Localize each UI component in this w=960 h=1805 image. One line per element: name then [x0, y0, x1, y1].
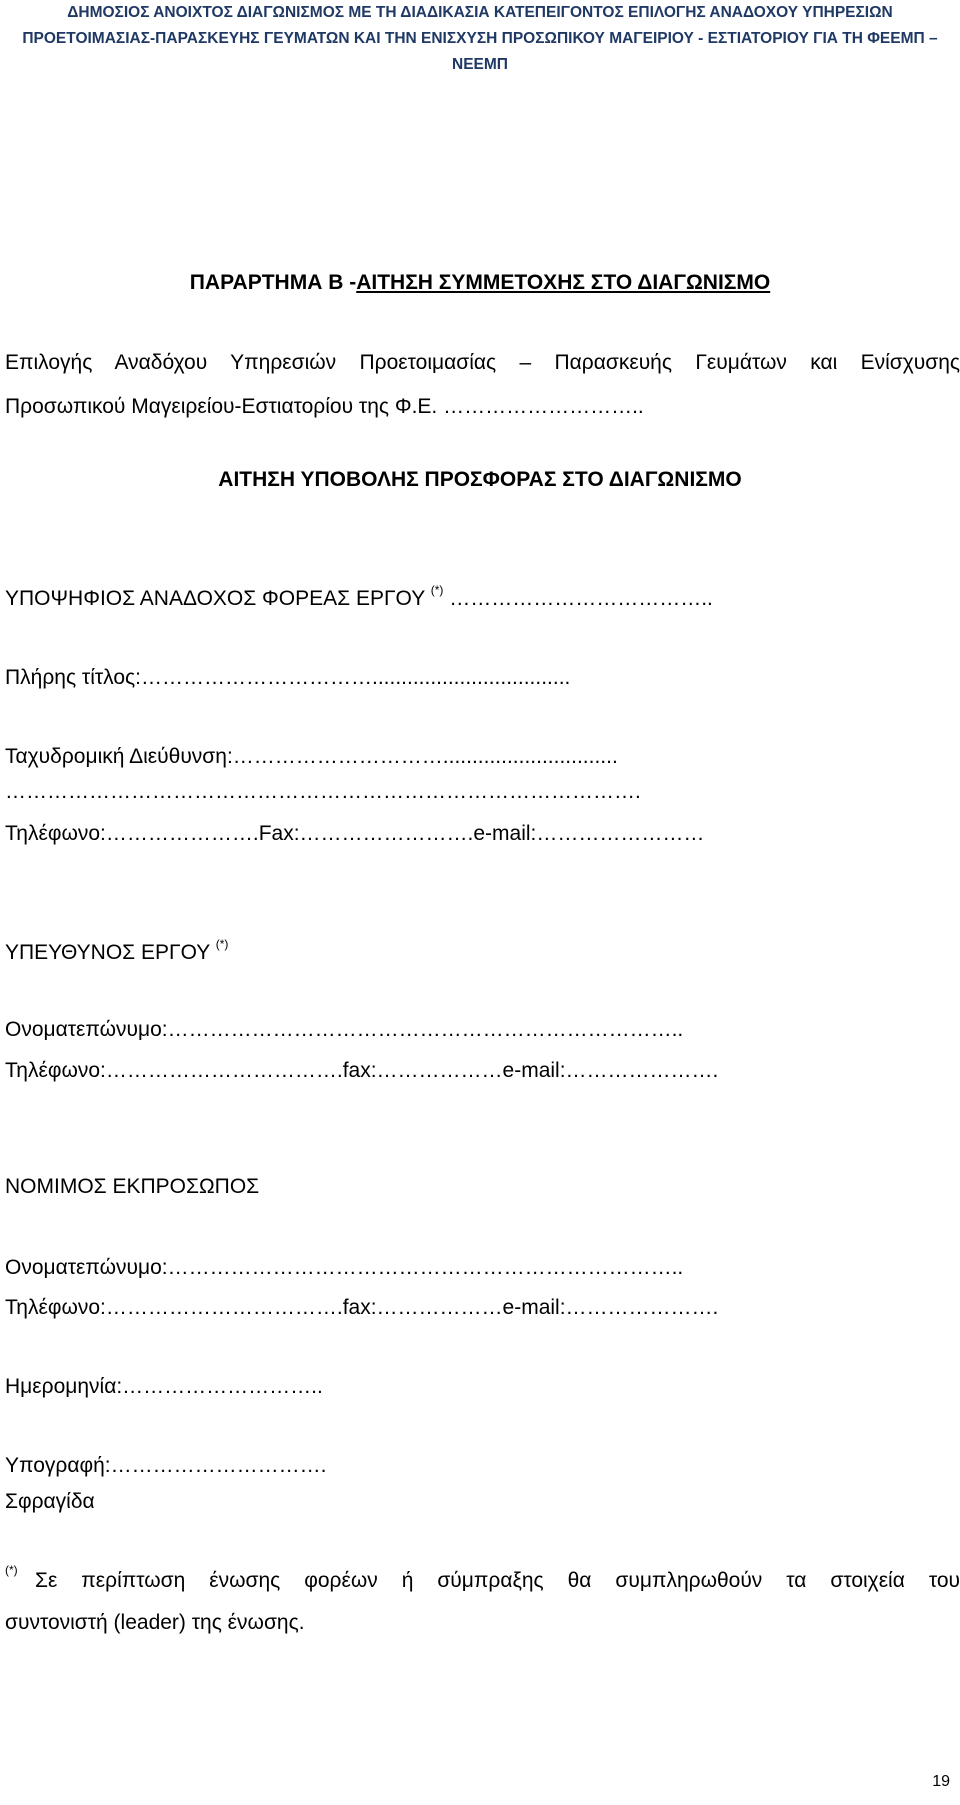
- intro-line-2: Προσωπικού Μαγειρείου-Εστιατορίου της Φ.Ε. ………………………..: [5, 395, 644, 418]
- date-field: Ημερομηνία:………………………..: [5, 1375, 323, 1398]
- candidate-footnote-mark: (*): [430, 583, 444, 597]
- header-line-2: ΠΡΟΕΤΟΙΜΑΣΙΑΣ-ΠΑΡΑΣΚΕΥΗΣ ΓΕΥΜΑΤΩΝ ΚΑΙ ΤΗΝ ΕΝΙΣΧΥΣΗ ΠΡΟΣΩΠΙΚΟΥ ΜΑΓΕΙΡΙΟΥ - ΕΣΤΙΑΤΟΡΙΟΥ ΓΙΑ ΤΗ ΦΕΕΜΠ –: [22, 30, 938, 47]
- intro-line-1: Επιλογής Αναδόχου Υπηρεσιών Προετοιμασίας – Παρασκευής Γευμάτων και Ενίσχυσης: [5, 351, 960, 374]
- legal-rep-name: Ονοματεπώνυμο:………………………………………………………………..: [5, 1256, 684, 1279]
- footnote-line-2: συντονιστή (leader) της ένωσης.: [5, 1611, 305, 1634]
- address-field: Ταχυδρομική Διεύθυνση:…………………………..............................: [5, 745, 618, 768]
- project-manager-label: ΥΠΕΥΘΥΝΟΣ ΕΡΓΟΥ: [5, 941, 210, 964]
- submission-title: ΑΙΤΗΣΗ ΥΠΟΒΟΛΗΣ ΠΡΟΣΦΟΡΑΣ ΣΤΟ ΔΙΑΓΩΝΙΣΜΟ: [218, 468, 742, 491]
- header-line-3: ΝΕΕΜΠ: [452, 56, 508, 73]
- full-title-field: Πλήρης τίτλος:……………………………..................................: [5, 666, 571, 689]
- page-number: 19: [932, 1773, 950, 1790]
- project-manager-contacts: Τηλέφωνο:…………………………….fax:………………e-mail:………………….: [5, 1059, 719, 1082]
- stamp-label: Σφραγίδα: [5, 1490, 95, 1513]
- candidate-contacts: Τηλέφωνο:………………….Fax:…………………….e-mail:……………………: [5, 822, 705, 845]
- annex-prefix: ΠΑΡΑΡΤΗΜΑ Β -: [189, 271, 357, 294]
- annex-title: [0, 271, 960, 295]
- project-manager-heading: [5, 937, 229, 965]
- project-manager-name: Ονοματεπώνυμο:………………………………………………………………..: [5, 1018, 684, 1041]
- legal-rep-contacts: Τηλέφωνο:…………………………….fax:………………e-mail:………………….: [5, 1296, 719, 1319]
- header-line-1: ΔΗΜΟΣΙΟΣ ΑΝΟΙΧΤΟΣ ΔΙΑΓΩΝΙΣΜΟΣ ΜΕ ΤΗ ΔΙΑΔΙΚΑΣΙΑ ΚΑΤΕΠΕΙΓΟΝΤΟΣ ΕΠΙΛΟΓΗΣ ΑΝΑΔΟΧΟΥ ΥΠΗΡΕΣΙΩΝ: [67, 4, 893, 21]
- candidate-heading: [5, 583, 713, 611]
- project-manager-footnote-mark: (*): [215, 937, 229, 951]
- annex-title-text: ΑΙΤΗΣΗ ΣΥΜΜΕΤΟΧΗΣ ΣΤΟ ΔΙΑΓΩΝΙΣΜΟ: [356, 271, 771, 294]
- footnote-mark: (*): [5, 1563, 18, 1577]
- candidate-label: ΥΠΟΨΗΦΙΟΣ ΑΝΑΔΟΧΟΣ ΦΟΡΕΑΣ ΕΡΓΟΥ: [5, 587, 425, 610]
- signature-field: Υπογραφή:………………………….: [5, 1454, 327, 1477]
- footnote-line-1: [5, 1563, 960, 1593]
- footnote-text-1: Σε περίπτωση ένωσης φορέων ή σύμπραξης θα συμπληρωθούν τα στοιχεία του: [35, 1569, 960, 1592]
- address-continuation: ……………………………………………………………………………….: [5, 780, 641, 803]
- candidate-dots: ………………………………..: [443, 587, 713, 610]
- legal-rep-heading: ΝΟΜΙΜΟΣ ΕΚΠΡΟΣΩΠΟΣ: [5, 1175, 260, 1198]
